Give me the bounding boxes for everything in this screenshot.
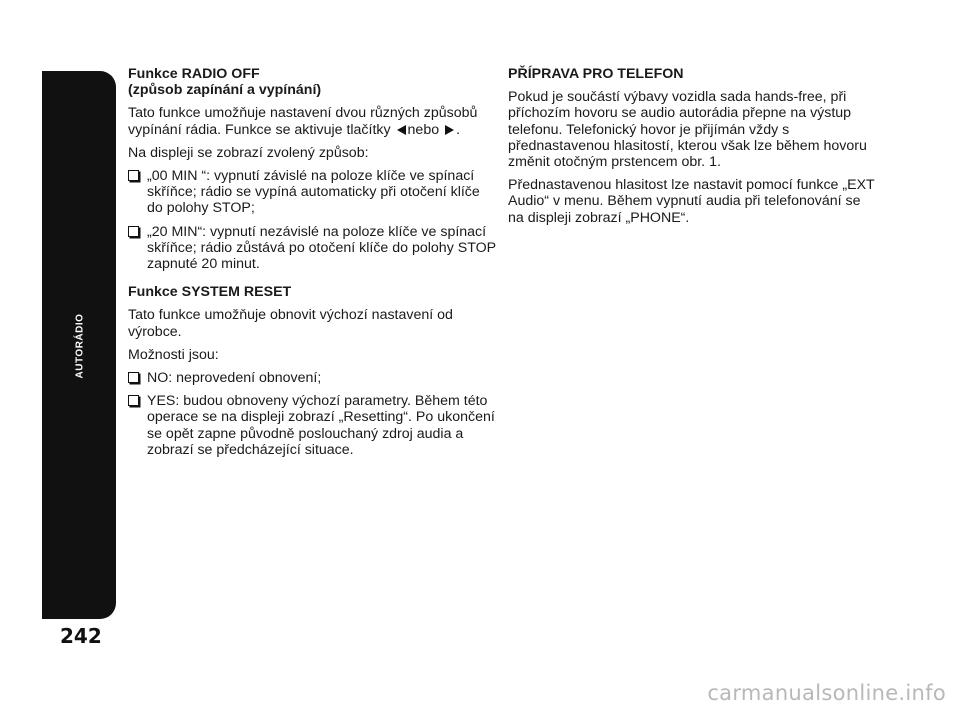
radio-off-display-note: Na displeji se zobrazí zvolený způsob:: [128, 144, 369, 161]
phone-paragraph-2: Přednastavenou hlasitost lze nastavit pomocí funkce „EXT Audio“ v menu. Během vypnutí audia při telefonování se na displeji zobrazí „PHONE“.: [508, 177, 875, 226]
phone-paragraph-1: Pokud je součástí výbavy vozidla sada hands-free, při příchozím hovoru se audio autorádia přepne na výstup telefonu. Telefonický hovor je přijímán vždy s přednastavenou hlasitostí, kterou však lze během hovoru změnit otočným prstencem obr. 1.: [508, 89, 867, 171]
checkbox-square-icon: [128, 395, 139, 406]
watermark: carmanualsonline.info: [707, 681, 946, 705]
radio-off-subtitle: (způsob zapínání a vypínání): [128, 82, 322, 99]
checkbox-square-icon: [128, 226, 139, 237]
section-label: AUTORÁDIO: [74, 313, 86, 379]
system-reset-intro: Tato funkce umožňuje obnovit výchozí nastavení od výrobce.: [128, 307, 453, 340]
radio-off-intro: Tato funkce umožňuje nastavení dvou různých způsobů vypínání rádia. Funkce se aktivuje tlačítky nebo .: [128, 105, 478, 138]
radio-off-title: Funkce RADIO OFF: [128, 66, 260, 82]
list-item: „20 MIN“: vypnutí nezávislé na poloze klíče ve spínací skříňce; rádio zůstává po otočení klíče do polohy STOP zapnuté 20 minut.: [128, 224, 498, 273]
right-triangle-icon: [445, 125, 454, 135]
system-reset-options-label: Možnosti jsou:: [128, 346, 219, 363]
list-item: YES: budou obnoveny výchozí parametry. Během této operace se na displeji zobrazí „Resetting“. Po ukončení se opět zapne původně poslouchaný zdroj audia a zobrazí se předcházející situace.: [128, 393, 498, 458]
checkbox-square-icon: [128, 170, 139, 181]
checkbox-square-icon: [128, 372, 139, 383]
right-column: [508, 66, 878, 233]
left-column: [128, 66, 498, 465]
radio-off-heading: [128, 66, 498, 98]
system-reset-heading: [128, 284, 498, 300]
phone-section-title: PŘÍPRAVA PRO TELEFON: [508, 66, 684, 82]
list-item: „00 MIN “: vypnutí závislé na poloze klíče ve spínací skříňce; rádio se vypíná automaticky při otočení klíče do polohy STOP;: [128, 168, 498, 217]
system-reset-title: Funkce SYSTEM RESET: [128, 284, 292, 301]
left-triangle-icon: [397, 125, 406, 135]
list-item: NO: neprovedení obnovení;: [128, 370, 498, 386]
page-number: 242: [60, 624, 102, 648]
